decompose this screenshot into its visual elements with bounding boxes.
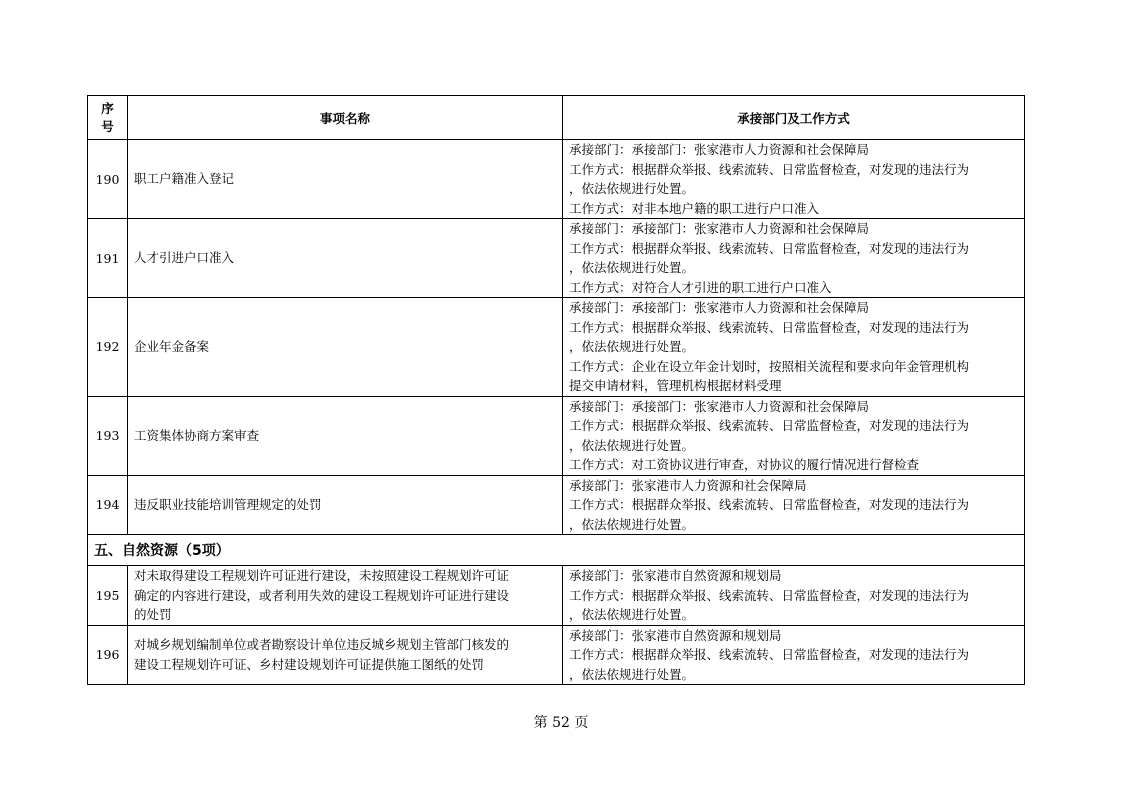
work-line: 工作方式：根据群众举报、线索流转、日常监督检查，对发现的违法行为 [569,240,970,256]
work-line: ，依法依规进行处置。 [569,181,695,196]
row-name [128,566,563,626]
section-row [88,535,1025,566]
row-name: 人才引进户口准入 [128,219,563,298]
work-line: ，依法依规进行处置。 [569,516,695,532]
work-line: 工作方式：根据群众举报、线索流转、日常监督检查，对发现的违法行为 [569,319,970,335]
table-row [88,396,1025,475]
row-work [563,625,1025,685]
work-line: 提交申请材料，管理机构根据材料受理 [569,378,782,393]
header-dept: 承接部门及工作方式 [563,96,1025,140]
section-title: 五、自然资源（5项） [88,535,1025,566]
work-line: 工作方式：根据群众举报、线索流转、日常监督检查，对发现的违法行为 [569,497,970,512]
name-line: 确定的内容进行建设，或者利用失效的建设工程规划许可证进行建设 [134,587,510,603]
row-name: 违反职业技能培训管理规定的处罚 [128,475,563,535]
header-num-line1: 序 [101,100,114,116]
work-line: 承接部门：张家港市自然资源和规划局 [569,568,782,583]
row-work [563,396,1025,475]
work-line: 工作方式：根据群众举报、线索流转、日常监督检查，对发现的违法行为 [569,161,970,177]
name-line: 对城乡规划编制单位或者勘察设计单位违反城乡规划主管部门核发的 [134,637,510,653]
work-line: 承接部门：承接部门：张家港市人力资源和社会保障局 [569,398,870,414]
header-item: 事项名称 [128,96,563,140]
row-num: 193 [88,396,128,475]
work-line: 工作方式：对工资协议进行审查，对协议的履行情况进行督检查 [569,457,920,472]
work-line: ，依法依规进行处置。 [569,339,695,354]
row-name [128,625,563,685]
page-number: 第 52 页 [533,715,589,731]
work-line: 工作方式：企业在设立年金计划时，按照相关流程和要求向年金管理机构 [569,358,970,374]
row-num: 190 [88,140,128,219]
work-line: 承接部门：承接部门：张家港市人力资源和社会保障局 [569,142,870,157]
table-row [88,140,1025,219]
work-line: ，依法依规进行处置。 [569,260,695,275]
table-row [88,625,1025,685]
work-line: 承接部门：承接部门：张家港市人力资源和社会保障局 [569,300,870,315]
row-work [563,219,1025,298]
row-work [563,475,1025,535]
row-num: 192 [88,298,128,397]
table-row [88,566,1025,626]
table-header-row [88,96,1025,140]
name-line: 对未取得建设工程规划许可证进行建设，未按照建设工程规划许可证 [134,568,510,583]
row-num: 196 [88,625,128,685]
work-line: 承接部门：张家港市人力资源和社会保障局 [569,477,807,493]
row-num: 194 [88,475,128,535]
work-line: ，依法依规进行处置。 [569,666,695,682]
items-table [87,95,1025,685]
name-line: 的处罚 [134,607,172,622]
row-name: 职工户籍准入登记 [128,140,563,219]
row-name: 工资集体协商方案审查 [128,396,563,475]
work-line: 工作方式：根据群众举报、线索流转、日常监督检查，对发现的违法行为 [569,418,970,433]
table-row [88,219,1025,298]
work-line: 工作方式：根据群众举报、线索流转、日常监督检查，对发现的违法行为 [569,647,970,662]
row-work [563,140,1025,219]
work-line: ，依法依规进行处置。 [569,607,695,622]
work-line: 承接部门：张家港市自然资源和规划局 [569,627,782,643]
name-line: 建设工程规划许可证、乡村建设规划许可证提供施工图纸的处罚 [134,656,485,672]
work-line: 工作方式：对符合人才引进的职工进行户口准入 [569,279,832,295]
work-line: 工作方式：对非本地户籍的职工进行户口准入 [569,200,820,216]
table-row [88,475,1025,535]
row-num: 195 [88,566,128,626]
header-num-line2: 号 [101,118,114,134]
work-line: 承接部门：承接部门：张家港市人力资源和社会保障局 [569,221,870,236]
work-line: 工作方式：根据群众举报、线索流转、日常监督检查，对发现的违法行为 [569,587,970,603]
row-name: 企业年金备案 [128,298,563,397]
work-line: ，依法依规进行处置。 [569,437,695,453]
row-num: 191 [88,219,128,298]
row-work [563,566,1025,626]
table-row [88,298,1025,397]
header-num [88,96,128,140]
row-work [563,298,1025,397]
